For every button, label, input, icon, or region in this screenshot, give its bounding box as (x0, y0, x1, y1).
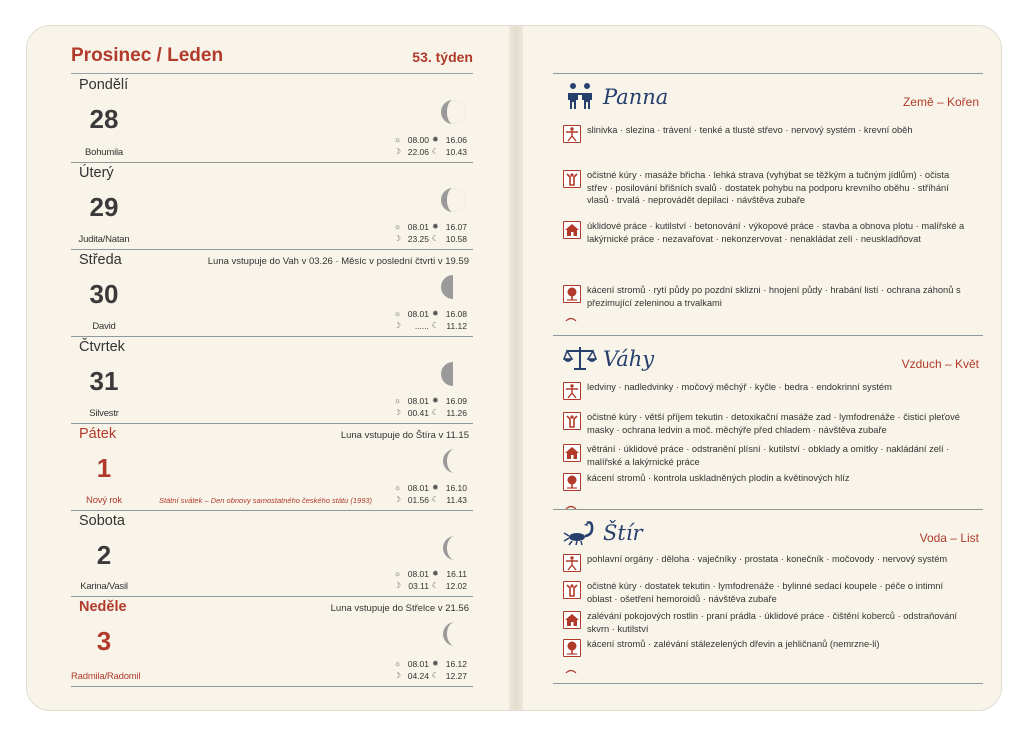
day-name: Čtvrtek (79, 339, 125, 355)
sunset-time: 16.12 (445, 659, 467, 669)
tree-icon (563, 285, 581, 303)
moonrise-icon: ☽ (393, 671, 401, 680)
page-title: Prosinec / Leden (71, 45, 224, 66)
sunset-icon: ✹ (432, 135, 439, 144)
day-number: 3 (96, 626, 112, 656)
moonrise-time: 23.25 (407, 234, 429, 244)
zodiac-item-text: pohlavní orgány · děloha · vaječníky · prostata · konečník · močovody · nervový systém (587, 554, 948, 564)
zodiac-section (553, 509, 983, 711)
moon-phase-icon (439, 98, 467, 126)
nameday: Silvestr (89, 408, 119, 419)
moonrise-time: 22.06 (407, 147, 429, 157)
zodiac-item-text: očistné kúry · dostatek tekutin · lymfodrenáže · bylinné sedací koupele · péče o intimní oblast · ošetření hemoroidů · návštěva zubaře (587, 581, 944, 604)
week-number: 53. týden (412, 49, 473, 65)
day-row (71, 336, 473, 424)
sunset-time: 16.10 (445, 483, 467, 493)
moon-phase-icon (439, 360, 467, 388)
sunrise-time: 08.01 (407, 222, 429, 232)
sunrise-icon: ☼ (393, 659, 402, 668)
day-number: 30 (89, 279, 119, 309)
moonrise-time: 04.24 (407, 671, 429, 681)
zodiac-name: Panna (603, 85, 669, 109)
body-organs-icon (563, 554, 581, 572)
day-name: Úterý (79, 165, 114, 181)
sun-moon-times (393, 658, 469, 682)
moonset-icon: ☾ (431, 234, 439, 243)
moonset-icon: ☾ (431, 671, 439, 680)
moon-phase-icon (439, 447, 467, 475)
arc-icon (565, 309, 577, 315)
moonrise-icon: ☽ (393, 495, 401, 504)
day-number: 28 (89, 104, 119, 134)
zodiac-element: Vzduch – Květ (901, 357, 979, 371)
section-divider (553, 335, 983, 336)
house-icon (563, 221, 581, 239)
house-icon (563, 611, 581, 629)
zodiac-element: Voda – List (919, 531, 979, 545)
health-care-icon (563, 581, 581, 599)
sunset-time: 16.06 (445, 135, 467, 145)
sunrise-time: 08.01 (407, 483, 429, 493)
arc-icon (565, 497, 577, 503)
body-organs-icon (563, 125, 581, 143)
moonrise-time: ...... (414, 321, 429, 331)
sunset-time: 16.11 (446, 569, 467, 579)
sun-moon-times (393, 308, 469, 332)
day-number: 31 (89, 366, 119, 396)
sunset-icon: ✹ (432, 659, 439, 668)
sunrise-icon: ☼ (393, 569, 402, 578)
day-name: Sobota (79, 513, 125, 529)
moonset-time: 11.26 (446, 408, 467, 418)
moonset-time: 12.27 (445, 671, 467, 681)
day-event: Luna vstupuje do Střelce v 21.56 (330, 603, 469, 614)
bottom-divider (553, 683, 983, 684)
day-row (71, 423, 473, 511)
day-row (71, 74, 473, 163)
nameday: David (92, 321, 116, 332)
sunrise-time: 08.01 (407, 569, 429, 579)
day-name: Pátek (79, 426, 117, 442)
health-care-icon (563, 412, 581, 430)
moonrise-icon: ☽ (393, 234, 401, 243)
zodiac-item-text: úklidové práce · kutilství · betonování · výkopové práce · stavba a obnova plotu · malířské a lakýrnické práce · nezavařovat · nekonzervovat · nenakládat zelí · neuskladňovat (587, 221, 965, 244)
tree-icon (563, 639, 581, 657)
sunset-time: 16.09 (445, 396, 467, 406)
holiday-note: Státní svátek – Den obnovy samostatného českého státu (1993) (159, 496, 373, 505)
planner-spread (26, 25, 1002, 711)
moonrise-icon: ☽ (393, 147, 401, 156)
left-page (27, 26, 509, 710)
moonrise-icon: ☽ (393, 581, 401, 590)
moonrise-time: 01.56 (407, 495, 429, 505)
sunrise-time: 08.01 (407, 396, 429, 406)
day-name: Středa (79, 252, 122, 268)
moonset-icon: ☾ (431, 495, 439, 504)
book-gutter (509, 26, 523, 710)
right-page (523, 26, 1001, 710)
moonset-time: 11.43 (446, 495, 467, 505)
virgo-icon (563, 81, 597, 111)
nameday: Judita/Natan (78, 234, 130, 245)
section-divider (553, 509, 983, 510)
scorpio-icon (563, 517, 597, 547)
sun-moon-times (393, 568, 469, 592)
sunset-icon: ✹ (432, 569, 439, 578)
zodiac-item-text: kácení stromů · rytí půdy po pozdní sklizni · hnojení půdy · hrabání listí · ochrana záhonů s přezimující zeleninou a trvalkami (587, 285, 961, 308)
zodiac-name: Váhy (603, 347, 655, 371)
moonset-icon: ☾ (431, 581, 439, 590)
moon-phase-icon (439, 186, 467, 214)
day-event: Luna vstupuje do Vah v 03.26 · Měsíc v poslední čtvrti v 19.59 (207, 256, 469, 267)
zodiac-item-text: kácení stromů · kontrola uskladněných plodin a květinových hlíz (587, 473, 850, 483)
sunset-icon: ✹ (432, 309, 439, 318)
day-row (71, 162, 473, 250)
nameday: Nový rok (86, 495, 122, 506)
arc-icon (565, 661, 577, 667)
moonset-icon: ☾ (431, 408, 439, 417)
section-divider (553, 73, 983, 74)
zodiac-section (553, 73, 983, 323)
sunrise-icon: ☼ (393, 309, 402, 318)
sunrise-time: 08.00 (407, 135, 429, 145)
house-icon (563, 444, 581, 462)
day-name: Pondělí (79, 77, 129, 93)
sunrise-icon: ☼ (393, 396, 402, 405)
zodiac-item-text: větrání · úklidové práce · odstranění plísní · kutilství · obklady a omítky · nakládání zelí · malířské a lakýrnické práce (587, 444, 950, 467)
day-row (71, 249, 473, 337)
moonrise-time: 00.41 (407, 408, 429, 418)
moonset-icon: ☾ (431, 147, 439, 156)
zodiac-item-text: zalévání pokojových rostlin · praní prádla · úklidové práce · čištění koberců · odstraňování skvrn · kutilství (587, 611, 957, 634)
day-name: Neděle (79, 599, 127, 615)
moonrise-icon: ☽ (393, 321, 401, 330)
moonset-time: 10.43 (445, 147, 467, 157)
sunset-icon: ✹ (432, 222, 439, 231)
moonset-icon: ☾ (431, 321, 439, 330)
zodiac-item-text: slinivka · slezina · trávení · tenké a tlusté střevo · nervový systém · krevní oběh (587, 125, 913, 135)
sunset-time: 16.08 (445, 309, 467, 319)
moon-phase-icon (439, 273, 467, 301)
moonset-time: 12.02 (445, 581, 467, 591)
nameday: Bohumila (84, 147, 123, 158)
sunrise-time: 08.01 (407, 659, 429, 669)
moonrise-icon: ☽ (393, 408, 401, 417)
zodiac-element: Země – Kořen (902, 95, 979, 109)
sun-moon-times (393, 221, 469, 245)
day-number: 29 (89, 192, 119, 222)
day-number: 1 (96, 453, 112, 483)
moon-phase-icon (439, 534, 467, 562)
sunrise-icon: ☼ (393, 483, 402, 492)
sunrise-time: 08.01 (407, 309, 429, 319)
sunset-icon: ✹ (432, 483, 439, 492)
sun-moon-times (393, 395, 469, 419)
sunrise-icon: ☼ (393, 135, 402, 144)
health-care-icon (563, 170, 581, 188)
day-row (71, 510, 473, 597)
sunset-time: 16.07 (445, 222, 467, 232)
day-row (71, 596, 473, 687)
libra-icon (563, 343, 597, 373)
nameday: Karina/Vasil (80, 581, 128, 592)
zodiac-item-text: očistné kúry · větší příjem tekutin · detoxikační masáže zad · lymfodrenáže · čisticí pleťové masky · ochrana ledvin a moč. měchýře před chladem · návštěva zubaře (587, 412, 960, 435)
moon-phase-icon (439, 620, 467, 648)
zodiac-name: Štír (603, 521, 643, 545)
moonset-time: 11.12 (446, 321, 467, 331)
nameday: Radmila/Radomil (71, 671, 141, 682)
sunrise-icon: ☼ (393, 222, 402, 231)
zodiac-item-text: ledviny · nadledvinky · močový měchýř · kyčle · bedra · endokrinní systém (587, 382, 892, 392)
sunset-icon: ✹ (432, 396, 439, 405)
tree-icon (563, 473, 581, 491)
moonrise-time: 03.11 (408, 581, 429, 591)
zodiac-item-text: očistné kúry · masáže břicha · lehká strava (vyhýbat se těžkým a tučným jídlům) · očista střev · posilování břišních svalů · dostatek pohybu na podporu krevního oběhu · stříhání vlasů · trvalá · neprovádět depilaci · návštěva zubaře (587, 170, 950, 205)
zodiac-item-text: kácení stromů · zalévání stálezelených dřevin a jehličnanů (nemrzne-li) (587, 639, 880, 649)
sun-moon-times (393, 134, 469, 158)
day-event: Luna vstupuje do Štíra v 11.15 (340, 430, 469, 441)
moonset-time: 10.58 (445, 234, 467, 244)
sun-moon-times (393, 482, 469, 506)
day-number: 2 (96, 540, 112, 570)
body-organs-icon (563, 382, 581, 400)
